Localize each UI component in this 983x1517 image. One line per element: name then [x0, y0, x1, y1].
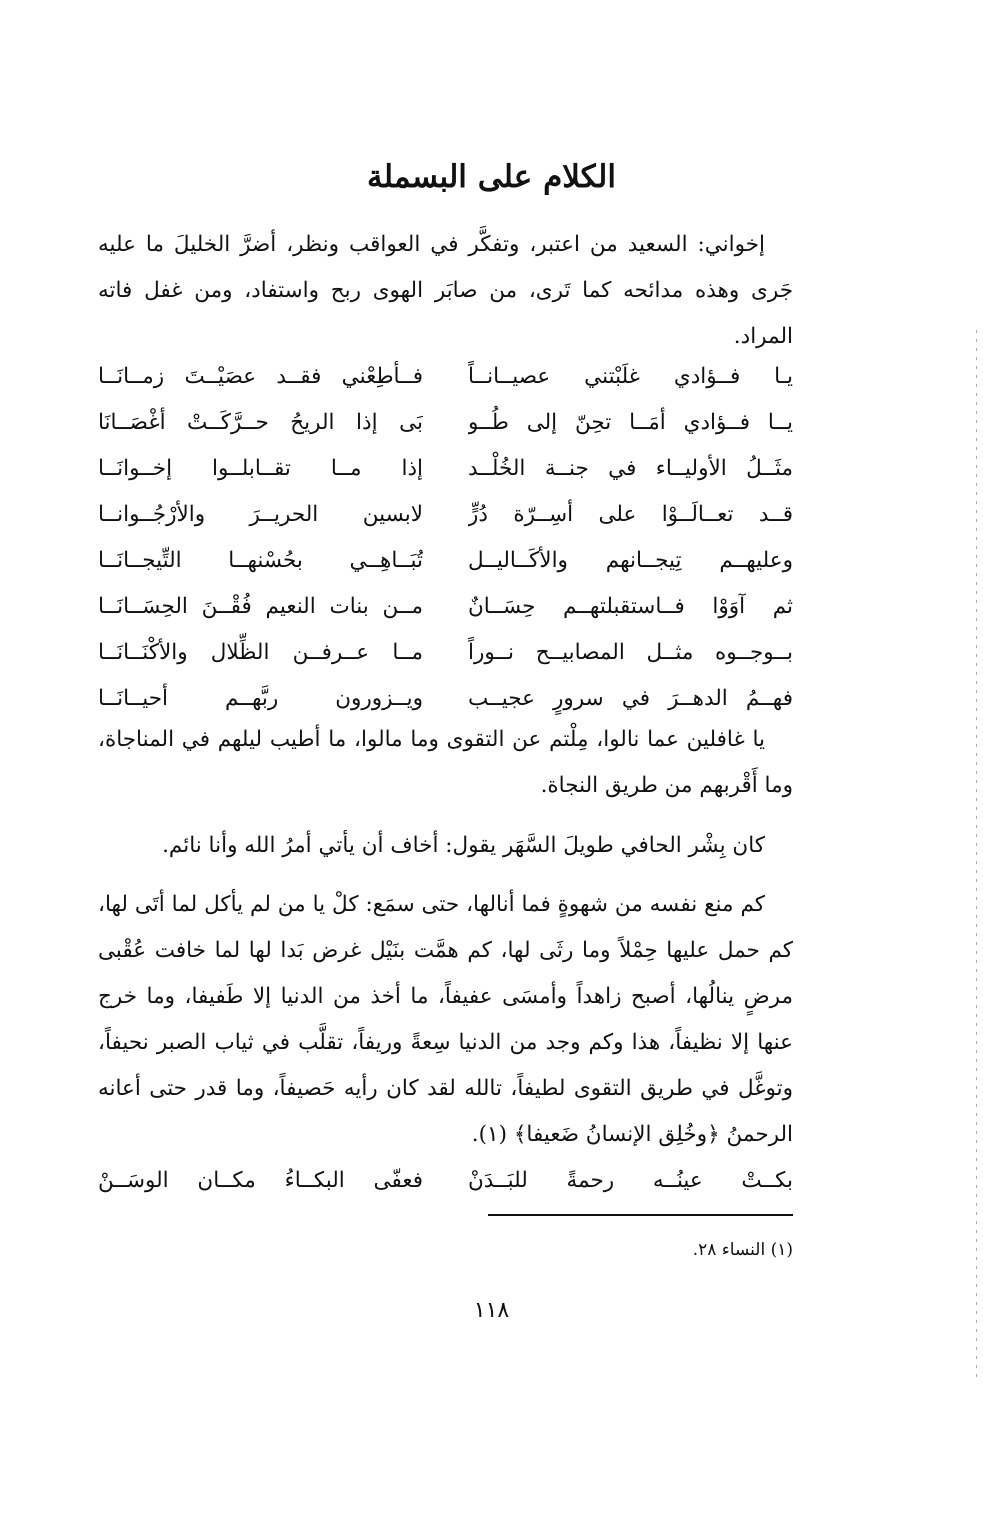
- verse-second-hemistich: مــا عــرفــن الظِّلال والأكْنَــانَــا: [98, 640, 423, 665]
- verse-line: [98, 538, 793, 584]
- verse-second-hemistich: تُبَــاهِــي بحُسْنهــا التِّيجــانَــا: [98, 548, 423, 573]
- footnote-divider: [488, 1214, 793, 1216]
- verse-first-hemistich: قــد تعــالَــوْا على أسِــرّة دُرٍّ: [468, 502, 793, 527]
- verse-line: [98, 584, 793, 630]
- verse-second-hemistich: فــأطِعْني فقــد عصَيْــتَ زمــانَــا: [98, 364, 423, 389]
- closing-verse-block: [98, 1158, 793, 1204]
- verse-line: [98, 446, 793, 492]
- paragraph-heedless-text: يا غافلين عما نالوا، مِلْتم عن التقوى وما مالوا، ما أطيب ليلهم في المناجاة، وما أَقْربهم من طريق النجاة.: [98, 727, 793, 798]
- paragraph-intro: [98, 222, 793, 360]
- footnote: (١) النساء ٢٨.: [692, 1240, 793, 1260]
- verse-second-hemistich: فعفّى البكــاءُ مكــان الوسَــنْ: [98, 1168, 423, 1193]
- verse-line: [98, 676, 793, 722]
- verse-first-hemistich: بكــتْ عينُــه رحمةً للبَــدَنْ: [468, 1168, 793, 1193]
- verse-line: [98, 1158, 793, 1204]
- verse-first-hemistich: فهــمُ الدهــرَ في سرورٍ عجيــب: [468, 686, 793, 711]
- verse-line: [98, 354, 793, 400]
- verse-line: [98, 400, 793, 446]
- paragraph-self-denial: [98, 882, 793, 1158]
- verse-line: [98, 492, 793, 538]
- verse-first-hemistich: يــا فــؤادي أمَــا تحِنّ إلى طُــو: [468, 410, 793, 435]
- verse-first-hemistich: ثم آوَوْا فــاستقبلتهــم حِسَــانٌ: [468, 594, 793, 619]
- poem-block: [98, 354, 793, 722]
- paragraph-self-denial-text: كم منع نفسه من شهوةٍ فما أنالها، حتى سمَع: كلْ يا من لم يأكل لما أتَى لها، كم حمل عليها حِمْلاً وما رثَى لها، كم همَّت بنَيْل غرض بَدا لها لما خافت عُقْبى مرضٍ ينالُها، أصبح زاهداً وأمسَى عفيفاً، ما أخذ من الدنيا إلا طَفيفا، وما خرج عنها إلا نظيفاً، هذا وكم وجد من الدنيا سِعةً وريفاً، تقلَّب في ثياب الصبر نحيفاً، وتوغَّل في طريق التقوى لطيفاً، تالله لقد كان رأيه حَصيفاً، وما قدر حتى أعانه الرحمنُ ﴿وخُلِق الإنسانُ ضَعيفا﴾ (١).: [98, 892, 793, 1147]
- verse-second-hemistich: بَى إذا الريحُ حــرَّكَــتْ أغْصَــانَا: [98, 410, 423, 435]
- section-title: الكلام على البسملة: [367, 158, 616, 195]
- verse-first-hemistich: وعليهــم تِيجــانهم والأكَــاليــل: [468, 548, 793, 573]
- verse-second-hemistich: لابسين الحريــرَ والأرْجُــوانــا: [98, 502, 423, 527]
- verse-second-hemistich: مــن بنات النعيم فُقْــنَ الحِسَــانَــا: [98, 594, 423, 619]
- scan-edge-mark: [976, 330, 977, 1380]
- verse-line: [98, 630, 793, 676]
- verse-second-hemistich: إذا مــا تقــابلــوا إخــوانَــا: [98, 456, 423, 481]
- verse-first-hemistich: مثَــلُ الأوليــاء في جنــة الخُلْــد: [468, 456, 793, 481]
- page-number: ١١٨: [473, 1298, 510, 1323]
- paragraph-bishr-text: كان بِشْر الحافي طويلَ السَّهَر يقول: أخاف أن يأتي أمرُ الله وأنا نائم.: [162, 833, 765, 858]
- verse-first-hemistich: بــوجــوه مثــل المصابيــح نــوراً: [468, 640, 793, 665]
- paragraph-heedless: [98, 717, 793, 809]
- verse-second-hemistich: ويــزورون ربَّهــم أحيــانَــا: [98, 686, 423, 711]
- paragraph-bishr: [98, 823, 793, 869]
- paragraph-intro-text: إخواني: السعيد من اعتبر، وتفكَّر في العواقب ونظر، أضرَّ الخليلَ ما عليه جَرى وهذه مدائحه كما تَرى، من صابَر الهوى ربح واستفاد، ومن غفل فاته المراد.: [98, 232, 793, 349]
- verse-first-hemistich: يـا فــؤادي غلَبْتني عصيــانــاً: [468, 364, 793, 389]
